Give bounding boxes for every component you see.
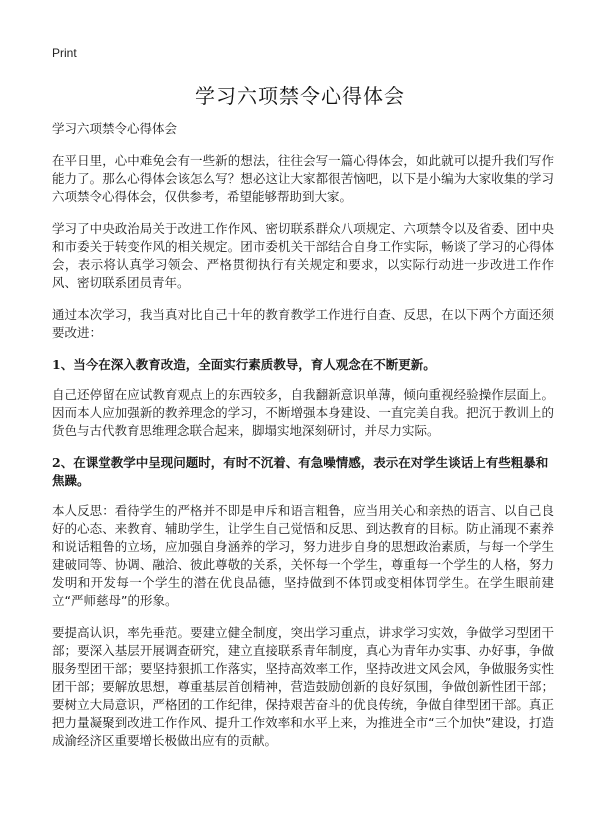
paragraph-conclusion: 要提高认识，率先垂范。要建立健全制度，突出学习重点，讲求学习实效，争做学习型团干部；要深入基层开展调查研究，建立直接联系青年制度，真心为青年办实事、办好事，争做服务型团干部；要坚持狠抓工作落实，坚持高效率工作，坚持改进文风会风，争做服务实性团干部；要解放思想，尊重基层首创精神，营造鼓励创新的良好氛围，争做创新性团干部；要树立大局意识，严格团的工作纪律，保持艰苦奋斗的优良传统，争做自律型团干部。真正把力量凝聚到改进工作作风、提升工作效率和水平上来，为推进全市“三个加快”建设，打造成渝经济区重要增长极做出应有的贡献。	[52, 625, 554, 748]
paragraph-section-1: 自己还停留在应试教育观点上的东西较多，自我翻新意识单薄，倾向重视经验操作层面上。因而本人应加强新的教养理念的学习，不断增强本身建设、一直完美自我。把沉于教训上的货色与古代教育思维理念联合起来，脚塌实地深刻研讨，并尽力实际。	[52, 387, 554, 438]
paragraph-study: 学习了中央政治局关于改进工作作风、密切联系群众八项规定、六项禁令以及省委、团中央和市委关于转变作风的相关规定。团市委机关干部结合自身工作实际，畅谈了学习的心得体会，表示将认真学习领会、严格贯彻执行有关规定和要求，以实际行动进一步改进工作作风、密切联系团员青年。	[52, 221, 554, 290]
document-title: 学习六项禁令心得体会	[195, 84, 405, 108]
document-subtitle: 学习六项禁令心得体会	[52, 121, 178, 136]
document-body	[52, 120, 554, 764]
paragraph-intro: 在平日里，心中难免会有一些新的想法，往往会写一篇心得体会，如此就可以提升我们写作能力了。那么心得体会该怎么写？想必这让大家都很苦恼吧，以下是小编为大家收集的学习六项禁令心得体会，仅供参考，希望能够帮助到大家。	[52, 153, 554, 204]
section-heading-2: 2、在课堂教学中呈现问题时，有时不沉着、有急噪情感，表示在对学生谈话上有些粗暴和焦躁。	[52, 455, 549, 488]
print-link[interactable]: Print	[52, 46, 77, 60]
paragraph-reflection: 通过本次学习，我当真对比自己十年的教育教学工作进行自查、反思，在以下两个方面还须要改进：	[52, 307, 554, 340]
paragraph-section-2: 本人反思：看待学生的严格并不即是申斥和语言粗鲁，应当用关心和亲热的语言、以自己良好的心态、来教育、辅助学生，让学生自己觉悟和反思、到达教育的目标。防止涌现不素养和说话粗鲁的立场，应加强自身涵养的学习，努力进步自身的思想政治素质，与每一个学生建破同等、协调、融洽、彼此尊敬的关系，关怀每一个学生，尊重每一个学生的人格，努力发明和开发每一个学生的潜在优良品德，坚持做到不体罚或变相体罚学生。在学生眼前建立“严师慈母”的形象。	[52, 503, 554, 608]
section-heading-1: 1、当今在深入教育改造，全面实行素质教导，育人观念在不断更新。	[52, 357, 436, 372]
